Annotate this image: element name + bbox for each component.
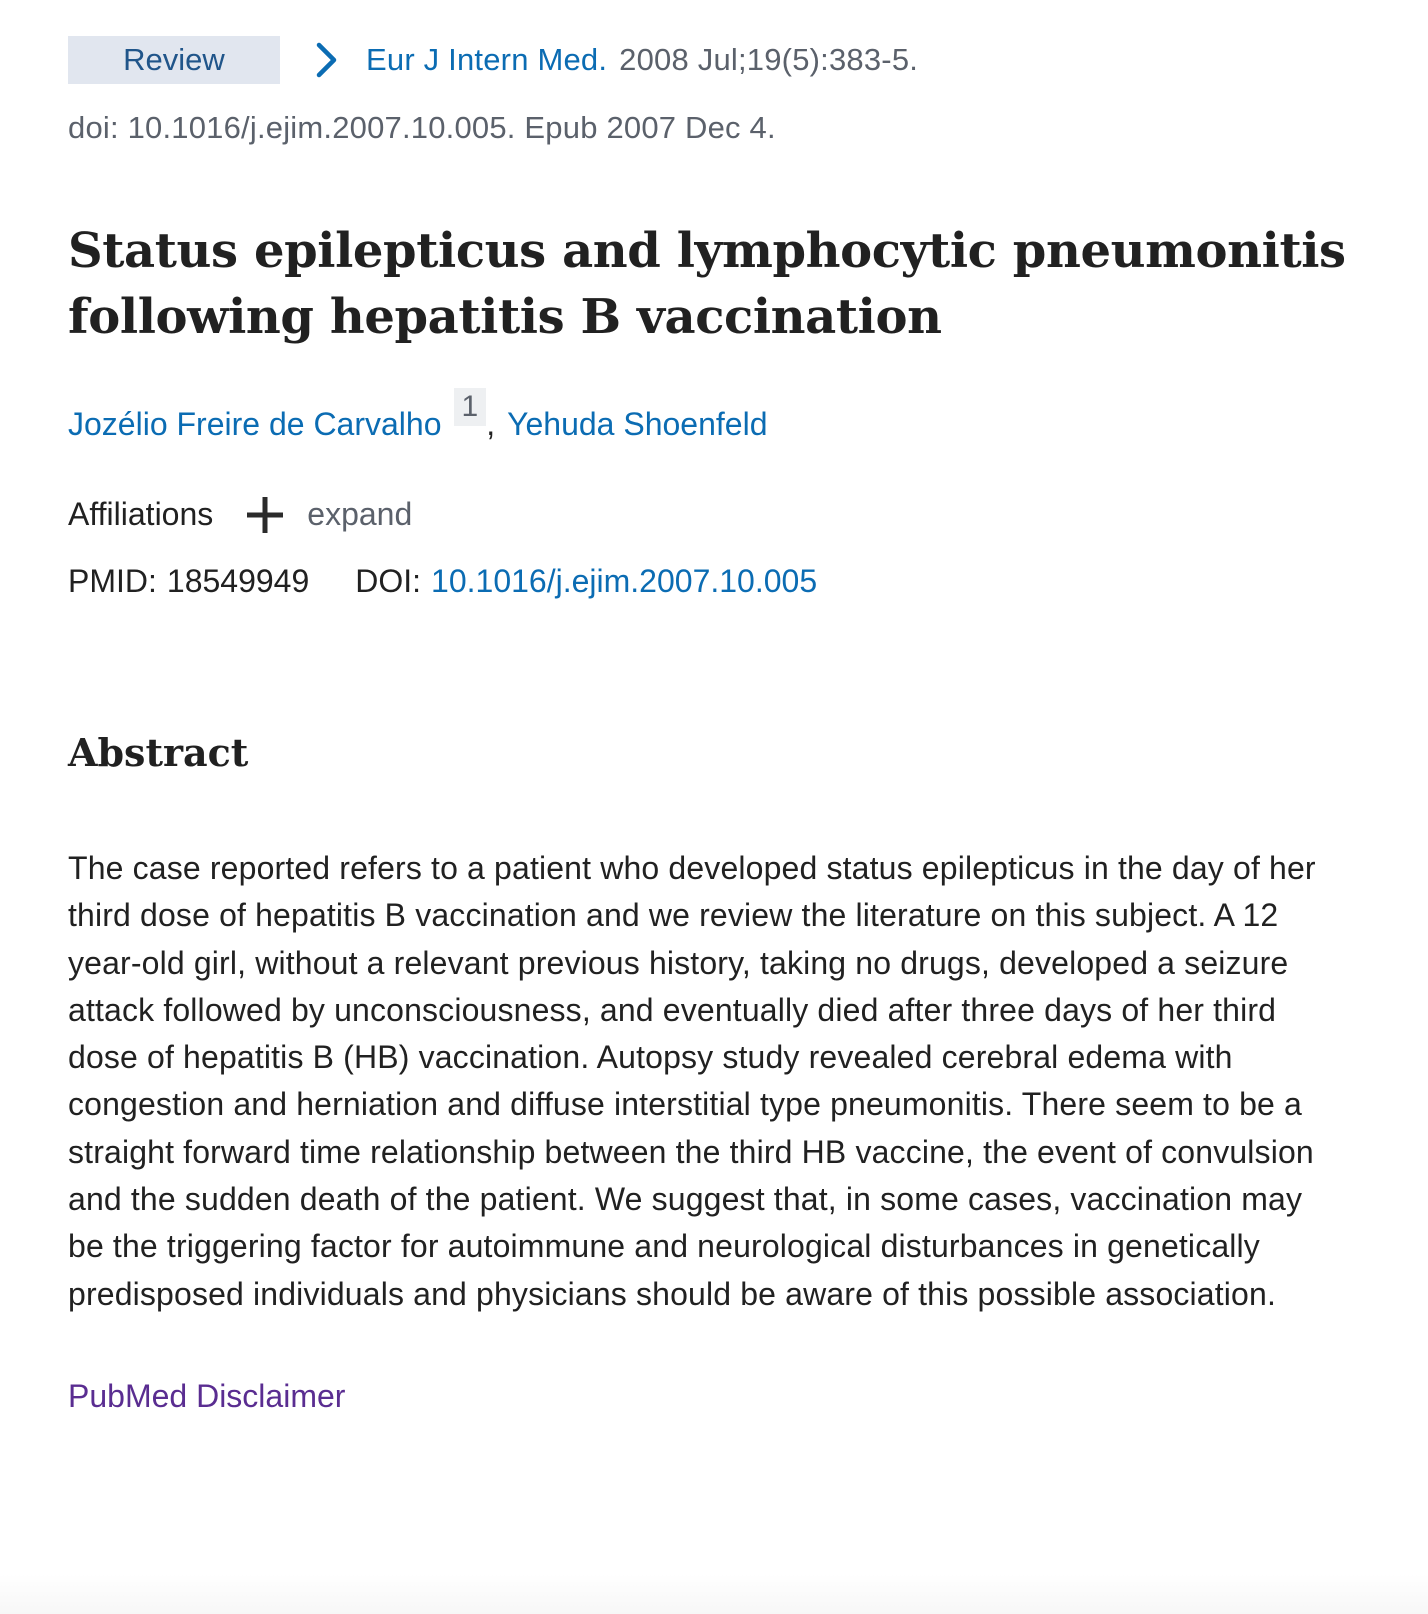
citation-row bbox=[68, 36, 1368, 84]
pmid-value: 18549949 bbox=[166, 563, 310, 599]
author-list bbox=[68, 390, 1368, 446]
identifiers-row bbox=[68, 563, 1368, 600]
doi-label: DOI: bbox=[355, 563, 422, 599]
affiliations-row bbox=[68, 496, 1368, 533]
doi-link[interactable]: 10.1016/j.ejim.2007.10.005 bbox=[431, 563, 818, 599]
abstract-heading: Abstract bbox=[68, 730, 249, 775]
bottom-shadow bbox=[0, 1574, 1428, 1614]
author-separator: , bbox=[486, 406, 496, 442]
publication-type-badge: Review bbox=[68, 36, 280, 84]
pmid-label: PMID: bbox=[68, 563, 157, 599]
chevron-right-icon[interactable] bbox=[310, 40, 344, 80]
journal-link[interactable]: Eur J Intern Med. bbox=[366, 42, 608, 77]
abstract-text: The case reported refers to a patient who developed status epilepticus in the day of her third dose of hepatitis B vaccination and we review the literature on this subject. A 12 year-old girl, without a relevant previous history, taking no drugs, developed a seizure attack followed by unconsciousness, and eventually died after three days of her third dose of hepatitis B (HB) vaccination. Autopsy study revealed cerebral edema with congestion and herniation and diffuse interstitial type pneumonitis. There seem to be a straight forward time relationship between the third HB vaccine, the event of convulsion and the sudden death of the patient. We suggest that, in some cases, vaccination may be the triggering factor for autoimmune and neurological disturbances in genetically predisposed individuals and physicians should be aware of this possible association. bbox=[68, 850, 1316, 1312]
publication-date: 2008 Jul;19(5):383-5. bbox=[619, 42, 919, 77]
doi-epub-line: doi: 10.1016/j.ejim.2007.10.005. Epub 2007 Dec 4. bbox=[68, 110, 776, 145]
affiliation-number-button[interactable]: 1 bbox=[454, 388, 487, 426]
affiliations-label: Affiliations bbox=[68, 496, 214, 532]
author-link[interactable]: Jozélio Freire de Carvalho bbox=[68, 406, 442, 442]
article-title: Status epilepticus and lymphocytic pneumonitis following hepatitis B vaccination bbox=[68, 223, 1346, 345]
expand-label: expand bbox=[307, 496, 413, 532]
article-page bbox=[68, 36, 1368, 1415]
author-link[interactable]: Yehuda Shoenfeld bbox=[507, 406, 768, 442]
expand-affiliations-button[interactable] bbox=[247, 496, 412, 533]
pubmed-disclaimer-link[interactable]: PubMed Disclaimer bbox=[68, 1377, 346, 1414]
plus-icon bbox=[247, 497, 283, 533]
